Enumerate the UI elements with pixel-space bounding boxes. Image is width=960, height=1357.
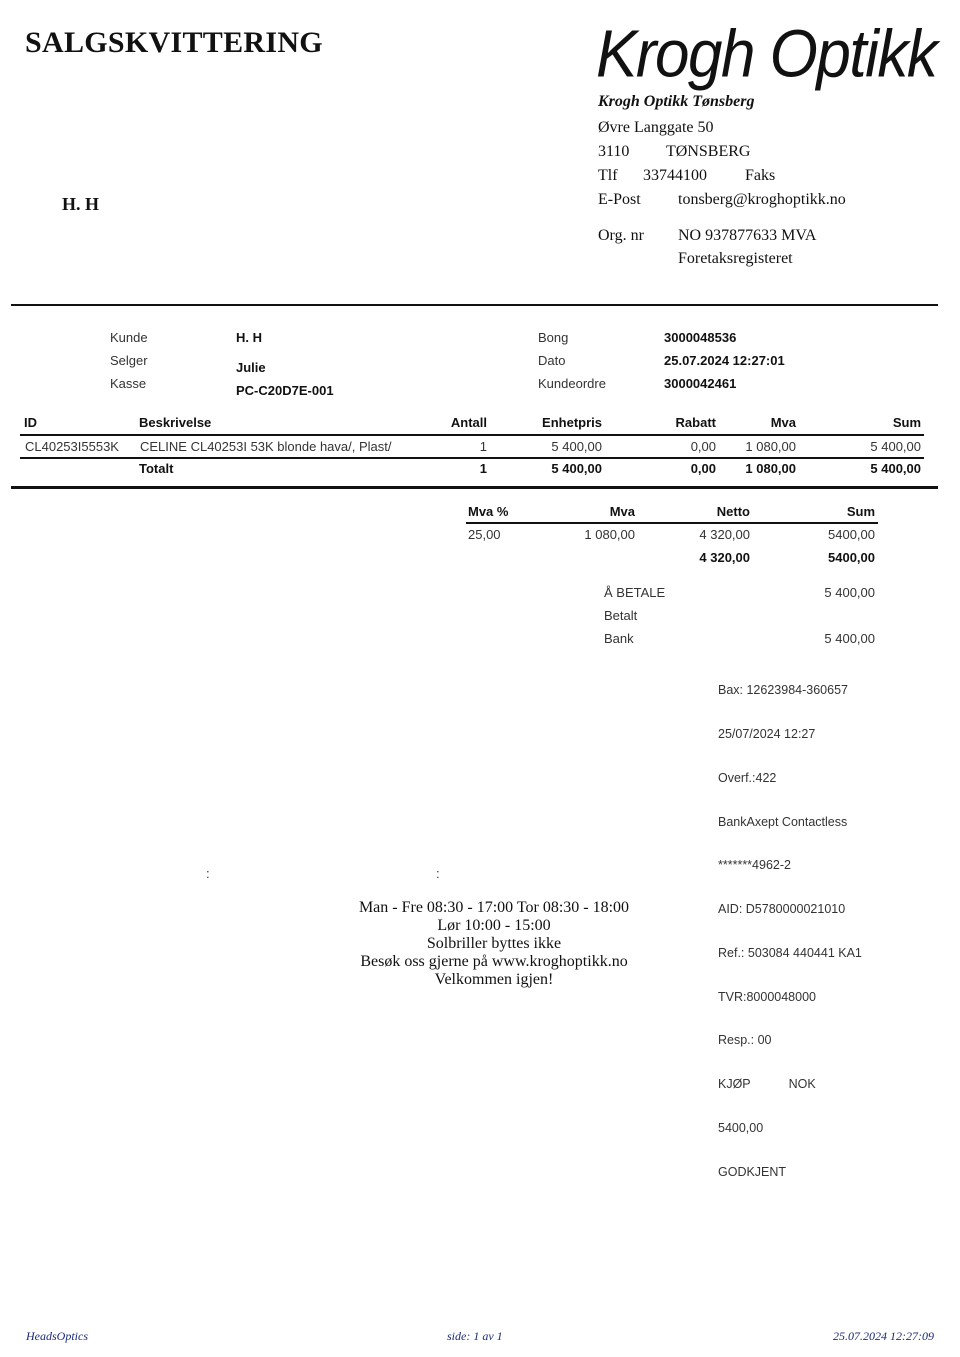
vat-header-sum: Sum [846, 504, 875, 519]
total-label: Totalt [139, 461, 174, 476]
table-total-line [20, 457, 924, 459]
store-logo: Krogh Optikk [596, 17, 937, 92]
fax-label: Faks [745, 167, 776, 184]
vat-header-netto: Netto [716, 504, 750, 519]
dato-label: Dato [538, 353, 566, 368]
total-mva: 1 080,00 [745, 461, 796, 476]
header-divider [11, 304, 938, 306]
vat-header-mva: Mva [609, 504, 635, 519]
item-id: CL40253I5553K [25, 439, 119, 454]
terminal-line: TVR:8000048000 [718, 989, 816, 1004]
closing-message [0, 899, 960, 989]
item-mva: 1 080,00 [745, 439, 796, 454]
kundeordre-label: Kundeordre [538, 376, 606, 391]
welcome-back: Velkommen igjen! [434, 971, 554, 988]
item-description: CELINE CL40253I 53K blonde hava/, Plast/ [140, 439, 392, 454]
selger-label: Selger [110, 353, 148, 368]
bong-label: Bong [538, 330, 569, 345]
footer-software: HeadsOptics [26, 1329, 88, 1343]
total-rabatt: 0,00 [690, 461, 716, 476]
vat-header-line [466, 522, 878, 524]
bong-value: 3000048536 [664, 330, 737, 345]
a-betale-value: 5 400,00 [824, 585, 875, 600]
store-city: TØNSBERG [666, 143, 751, 160]
selger-value: Julie [236, 360, 266, 375]
betalt-label: Betalt [604, 608, 638, 623]
items-divider [11, 486, 938, 489]
opening-hours-saturday: Lør 10:00 - 15:00 [437, 917, 551, 934]
org-number: NO 937877633 MVA [678, 227, 817, 244]
dato-value: 25.07.2024 12:27:01 [664, 353, 785, 368]
item-antall: 1 [479, 439, 487, 454]
table-header-line [20, 434, 924, 436]
vat-mva: 1 080,00 [584, 527, 635, 542]
terminal-line: AID: D5780000021010 [718, 902, 846, 917]
terminal-line: KJØP NOK [718, 1077, 816, 1092]
item-sum: 5 400,00 [870, 439, 921, 454]
terminal-line: Overf.:422 [718, 770, 777, 785]
total-antall: 1 [479, 461, 487, 476]
email-address: tonsberg@kroghoptikk.no [678, 191, 846, 208]
store-street: Øvre Langgate 50 [598, 119, 714, 136]
item-rabatt: 0,00 [690, 439, 716, 454]
registry-label: Foretaksregisteret [678, 250, 793, 267]
vat-total-sum: 5400,00 [828, 550, 875, 565]
terminal-line: Bax: 12623984-360657 [718, 683, 848, 698]
terminal-line: GODKJENT [718, 1164, 787, 1179]
vat-total-netto: 4 320,00 [699, 550, 750, 565]
terminal-line: 25/07/2024 12:27 [718, 726, 816, 741]
kunde-value: H. H [236, 330, 262, 345]
terminal-line: Ref.: 503084 440441 KA1 [718, 945, 862, 960]
terminal-line: BankAxept Contactless [718, 814, 848, 829]
a-betale-label: Å BETALE [604, 585, 666, 600]
org-label: Org. nr [598, 227, 644, 244]
item-enhetpris: 5 400,00 [551, 439, 602, 454]
return-policy: Solbriller byttes ikke [426, 935, 562, 952]
total-enhetpris: 5 400,00 [551, 461, 602, 476]
terminal-line: Resp.: 00 [718, 1033, 772, 1048]
col-header-beskrivelse: Beskrivelse [139, 415, 212, 430]
kunde-label: Kunde [110, 330, 148, 345]
terminal-line: *******4962-2 [718, 858, 791, 873]
col-header-sum: Sum [892, 415, 921, 430]
bank-label: Bank [604, 631, 634, 646]
kundeordre-value: 3000042461 [664, 376, 737, 391]
vat-sum: 5400,00 [828, 527, 875, 542]
kasse-label: Kasse [110, 376, 147, 391]
separator-colon: : [436, 866, 440, 881]
col-header-id: ID [24, 415, 37, 430]
separator-colon: : [206, 866, 210, 881]
col-header-antall: Antall [450, 415, 487, 430]
vat-percent: 25,00 [468, 527, 501, 542]
opening-hours-weekdays: Man - Fre 08:30 - 17:00 Tor 08:30 - 18:00 [358, 899, 630, 916]
footer-page-number: side: 1 av 1 [447, 1329, 503, 1343]
document-title: SALGSKVITTERING [25, 26, 323, 59]
footer-timestamp: 25.07.2024 12:27:09 [833, 1329, 934, 1343]
website-note: Besøk oss gjerne på www.kroghoptikk.no [360, 953, 628, 970]
phone-number: 33744100 [643, 167, 707, 184]
col-header-rabatt: Rabatt [675, 415, 716, 430]
kasse-value: PC-C20D7E-001 [236, 383, 334, 398]
customer-name-header: H. H [62, 194, 100, 214]
terminal-line: 5400,00 [718, 1121, 764, 1135]
phone-label: Tlf [598, 167, 618, 184]
vat-header-percent: Mva % [468, 504, 509, 519]
bank-value: 5 400,00 [824, 631, 875, 646]
email-label: E-Post [598, 191, 641, 208]
store-name: Krogh Optikk Tønsberg [598, 93, 755, 110]
vat-netto: 4 320,00 [699, 527, 750, 542]
total-sum: 5 400,00 [870, 461, 921, 476]
col-header-mva: Mva [770, 415, 796, 430]
col-header-enhetpris: Enhetpris [542, 415, 602, 430]
store-postcode: 3110 [598, 143, 630, 160]
